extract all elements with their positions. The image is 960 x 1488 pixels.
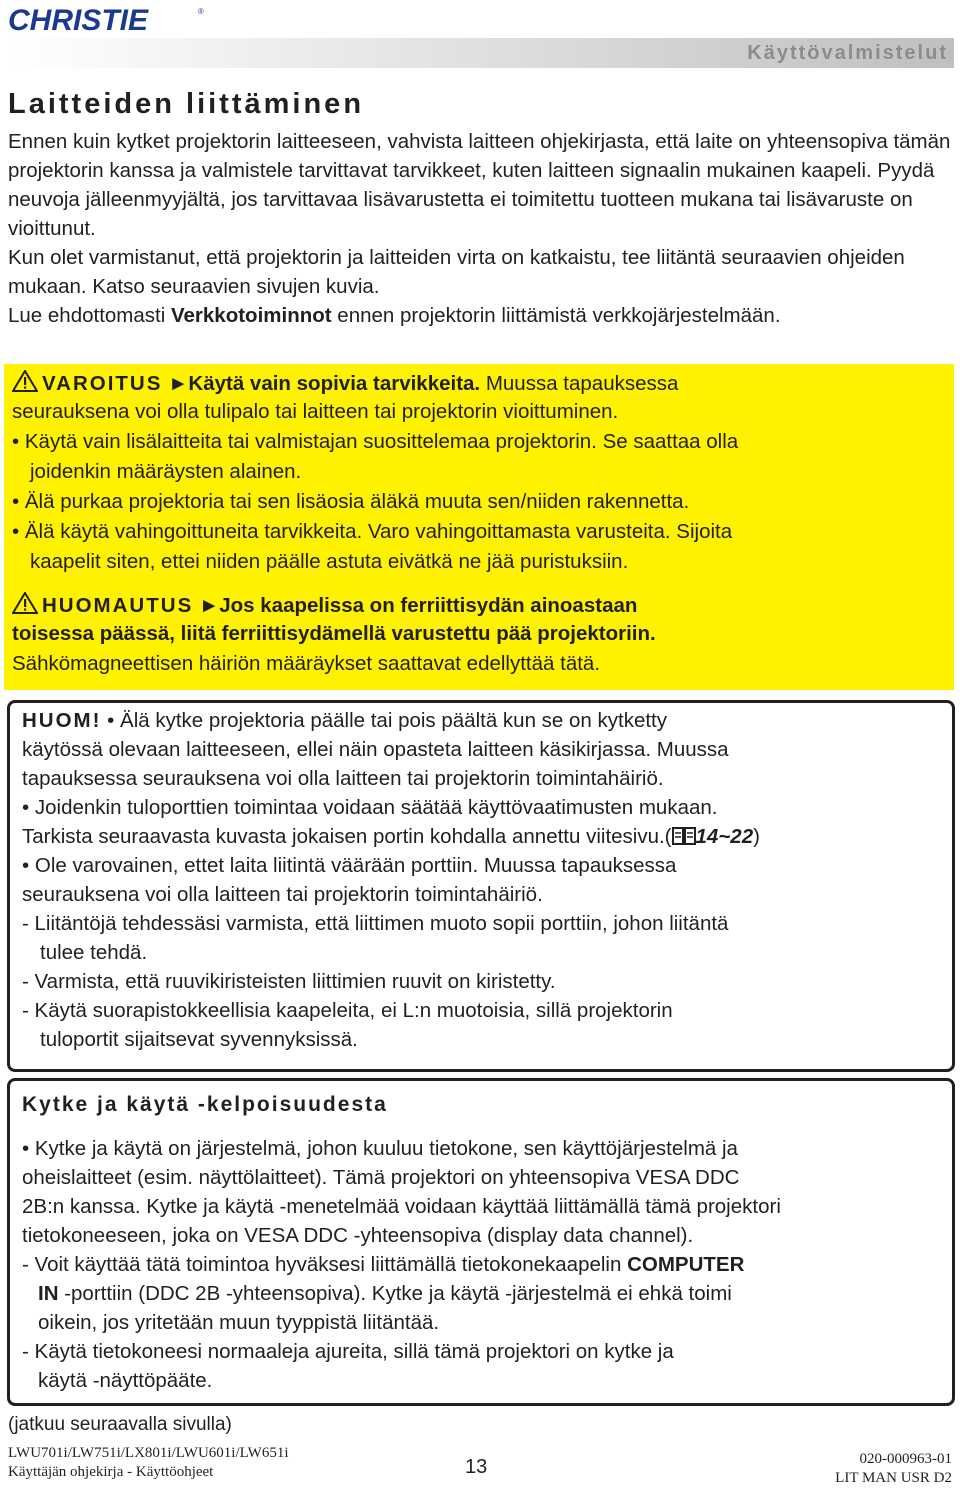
pnp-line-in bbox=[38, 1282, 732, 1306]
note-line: - Varmista, että ruuvikiristeisten liittimien ruuvit on kiristetty. bbox=[22, 970, 556, 993]
book-icon bbox=[672, 826, 696, 846]
warning-bullet: • Älä käytä vahingoittuneita tarvikkeita. Varo vahingoittamasta varusteita. Sijoita bbox=[12, 520, 733, 543]
warning-heading bbox=[12, 370, 678, 396]
note-line: - Käytä suorapistokkeellisia kaapeleita, ei L:n muotoisia, sillä projektorin bbox=[22, 999, 673, 1022]
intro-p3-post: ennen projektorin liittämistä verkkojärjestelmään. bbox=[331, 304, 781, 327]
pnp-line: 2B:n kanssa. Kytke ja käytä -menetelmää voidaan käyttää liittämällä tämä projektori bbox=[22, 1195, 781, 1218]
footer-right bbox=[835, 1450, 952, 1488]
note-line: tuloportit sijaitsevat syvennyksissä. bbox=[40, 1028, 358, 1051]
intro-paragraph-2: Kun olet varmistanut, että projektorin ja laitteiden virta on katkaistu, tee liitäntä seuraavien ohjeiden mukaan. Katso seuraavien sivujen kuvia. bbox=[8, 246, 905, 298]
note-line: seurauksena voi olla laitteen tai projektorin toimintahäiriö. bbox=[22, 883, 543, 906]
intro-paragraph-3 bbox=[8, 301, 953, 330]
model-list: LWU701i/LW751i/LX801i/LWU601i/LW651i bbox=[8, 1445, 289, 1461]
document-number: 020-000963-01 bbox=[859, 1451, 952, 1467]
computer-port-label: COMPUTER bbox=[627, 1253, 745, 1276]
note-box bbox=[7, 700, 955, 1072]
pnp-line: • Kytke ja käytä on järjestelmä, johon kuuluu tietokone, sen käyttöjärjestelmä ja bbox=[22, 1137, 738, 1160]
plug-and-play-title: Kytke ja käytä -kelpoisuudesta bbox=[22, 1093, 388, 1116]
arrow-icon: ► bbox=[198, 594, 220, 617]
caution-lead: Jos kaapelissa on ferriittisydän ainoastaan bbox=[219, 594, 638, 617]
note-line-1 bbox=[22, 709, 667, 733]
warning-bullet-cont: kaapelit siten, ettei niiden päälle astuta eivätkä ne jää puristuksiin. bbox=[30, 550, 629, 573]
manual-name: Käyttäjän ohjekirja - Käyttöohjeet bbox=[8, 1464, 214, 1480]
note-label: HUOM! bbox=[22, 709, 102, 732]
pnp-text: - Voit käyttää tätä toimintoa hyväksesi liittämällä tietokonekaapelin bbox=[22, 1253, 628, 1276]
caution-lead-cont: toisessa päässä, liitä ferriittisydämellä varustettu pää projektoriin. bbox=[12, 622, 656, 645]
intro-p3-pre: Lue ehdottomasti bbox=[8, 304, 171, 327]
note-text: • Älä kytke projektoria päälle tai pois päältä kun se on kytketty bbox=[101, 709, 668, 732]
caution-heading bbox=[12, 592, 637, 618]
note-line-ref bbox=[22, 825, 760, 849]
continued-note: (jatkuu seuraavalla sivulla) bbox=[8, 1414, 232, 1435]
warning-lead: Käytä vain sopivia tarvikkeita. bbox=[188, 372, 481, 395]
network-functions-ref: Verkkotoiminnot bbox=[170, 304, 332, 327]
pnp-line: tietokoneeseen, joka on VESA DDC -yhteensopiva (display data channel). bbox=[22, 1224, 694, 1247]
page-title: Laitteiden liittäminen bbox=[8, 88, 365, 120]
note-line: • Joidenkin tuloporttien toimintaa voidaan säätää käyttövaatimusten mukaan. bbox=[22, 796, 718, 819]
caution-label: HUOMAUTUS bbox=[42, 594, 194, 617]
section-label: Käyttövalmistelut bbox=[747, 42, 948, 64]
warning-lead-rest: Muussa tapauksessa bbox=[480, 372, 679, 395]
note-line: tapauksessa seurauksena voi olla laitteen tai projektorin toimintahäiriö. bbox=[22, 767, 664, 790]
note-line: käytössä olevaan laitteeseen, ellei näin opasteta laitteen käsikirjassa. Muussa bbox=[22, 738, 729, 761]
warning-line: seurauksena voi olla tulipalo tai laitteen tai projektorin vioittuminen. bbox=[12, 400, 619, 423]
note-text: ) bbox=[753, 825, 760, 848]
page-reference-link[interactable]: 14~22 bbox=[695, 825, 754, 848]
caution-line: Sähkömagneettisen häiriön määräykset saattavat edellyttää tätä. bbox=[12, 652, 601, 675]
page-number: 13 bbox=[465, 1456, 488, 1478]
note-line: - Liitäntöjä tehdessäsi varmista, että liittimen muoto sopii porttiin, johon liitäntä bbox=[22, 912, 729, 935]
warning-bullet: • Käytä vain lisälaitteita tai valmistajan suosittelemaa projektorin. Se saattaa olla bbox=[12, 430, 739, 453]
note-text: Tarkista seuraavasta kuvasta jokaisen portin kohdalla annettu viitesivu.( bbox=[22, 825, 672, 848]
christie-logo bbox=[6, 2, 206, 36]
pnp-text: -porttiin (DDC 2B -yhteensopiva). Kytke ja käytä -järjestelmä ei ehkä toimi bbox=[58, 1282, 732, 1305]
brand-text: CHRISTIE bbox=[8, 4, 149, 36]
warning-icon bbox=[12, 370, 38, 392]
warning-label: VAROITUS bbox=[42, 372, 163, 395]
note-line: • Ole varovainen, ettet laita liitintä väärään porttiin. Muussa tapauksessa bbox=[22, 854, 677, 877]
pnp-line: - Käytä tietokoneesi normaaleja ajureita, sillä tämä projektori on kytke ja bbox=[22, 1340, 674, 1363]
caution-icon bbox=[12, 592, 38, 614]
document-type: LIT MAN USR D2 bbox=[835, 1470, 952, 1486]
intro-text bbox=[8, 127, 953, 330]
note-line: tulee tehdä. bbox=[40, 941, 148, 964]
pnp-line-computer bbox=[22, 1253, 744, 1277]
arrow-icon: ► bbox=[168, 372, 189, 395]
intro-paragraph-1: Ennen kuin kytket projektorin laitteeseen, vahvista laitteen ohjekirjasta, että laite on yhteensopiva tämän projektorin kanssa ja valmistele tarvittavat tarvikkeet, kuten laitteen signaalin mukainen kaapeli. Pyydä neuvoja jälleenmyyjältä, jos tarvittavaa lisävarustetta ei toimitettu tuotteen mukana tai lisävaruste on vioittunut. bbox=[8, 130, 951, 240]
footer-left bbox=[8, 1444, 289, 1482]
svg-text:®: ® bbox=[198, 7, 204, 16]
pnp-line: oikein, jos yritetään muun tyyppistä liitäntää. bbox=[38, 1311, 440, 1334]
warning-bullet: • Älä purkaa projektoria tai sen lisäosia äläkä muuta sen/niiden rakennetta. bbox=[12, 490, 690, 513]
plug-and-play-box bbox=[7, 1078, 955, 1406]
in-port-label: IN bbox=[38, 1282, 59, 1305]
pnp-line: oheislaitteet (esim. näyttölaitteet). Tämä projektori on yhteensopiva VESA DDC bbox=[22, 1166, 740, 1189]
warning-box bbox=[4, 364, 954, 690]
christie-logo-mark bbox=[6, 2, 206, 36]
warning-bullet-cont: joidenkin määräysten alainen. bbox=[30, 460, 302, 483]
pnp-line: käytä -näyttöpääte. bbox=[38, 1369, 213, 1392]
